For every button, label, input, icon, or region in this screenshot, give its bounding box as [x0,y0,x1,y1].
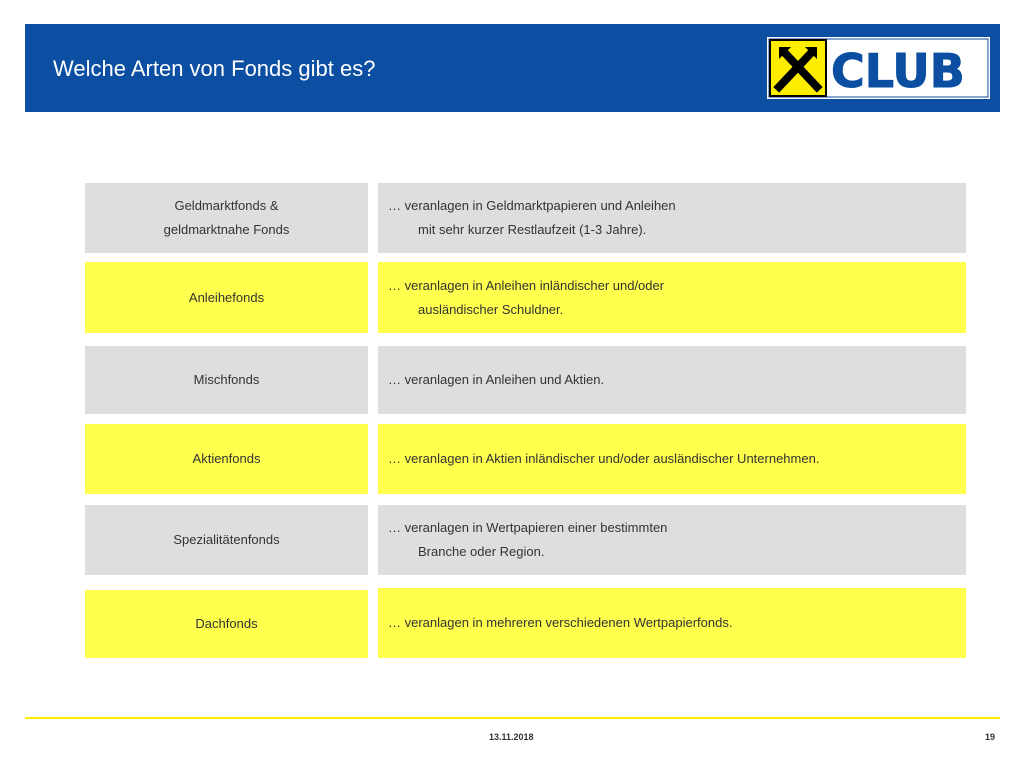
fund-type-name [85,424,368,494]
fund-type-description-line: … veranlagen in Wertpapieren einer bestimmten [388,520,668,535]
logo-text: CLUB [831,44,965,98]
fund-type-description-line: … veranlagen in Geldmarktpapieren und Anleihen [388,198,676,213]
fund-type-description-line: ausländischer Schuldner. [418,301,564,317]
footer-line [25,717,1000,719]
fund-type-description [378,346,966,414]
page-number: 19 [985,732,996,742]
fund-type-description-line: … veranlagen in Aktien inländischer und/oder ausländischer Unternehmen. [388,451,820,466]
fund-type-name [85,505,368,575]
page-title: Welche Arten von Fonds gibt es? [53,56,376,81]
fund-type-name [85,346,368,414]
fund-type-name [85,183,368,253]
fund-type-description [378,424,966,494]
fund-type-name-line: Geldmarktfonds & [174,198,279,213]
fund-type-name-line: Spezialitätenfonds [173,532,280,547]
fund-type-name [85,262,368,333]
fund-type-name-line: Mischfonds [193,372,260,387]
fund-type-name-line: geldmarktnahe Fonds [163,222,290,237]
fund-type-name-line: Aktienfonds [192,451,261,466]
fund-type-description [378,588,966,658]
raiffeisen-club-logo [767,37,990,99]
header-bar [25,24,1000,112]
fund-type-description [378,183,966,253]
fund-type-description-line: … veranlagen in Anleihen und Aktien. [388,372,605,387]
fund-type-description-line: … veranlagen in Anleihen inländischer und/oder [388,277,665,293]
fund-type-description-line: mit sehr kurzer Restlaufzeit (1-3 Jahre). [418,222,647,237]
fund-type-name-line: Anleihefonds [188,289,265,305]
fund-type-description [378,505,966,575]
fund-type-description [378,262,966,333]
fund-type-name [85,590,368,658]
fund-type-description-line: … veranlagen in mehreren verschiedenen Wertpapierfonds. [388,615,733,630]
footer-date: 13.11.2018 [489,732,534,742]
fund-type-name-line: Dachfonds [195,616,258,631]
fund-type-description-line: Branche oder Region. [418,544,545,559]
